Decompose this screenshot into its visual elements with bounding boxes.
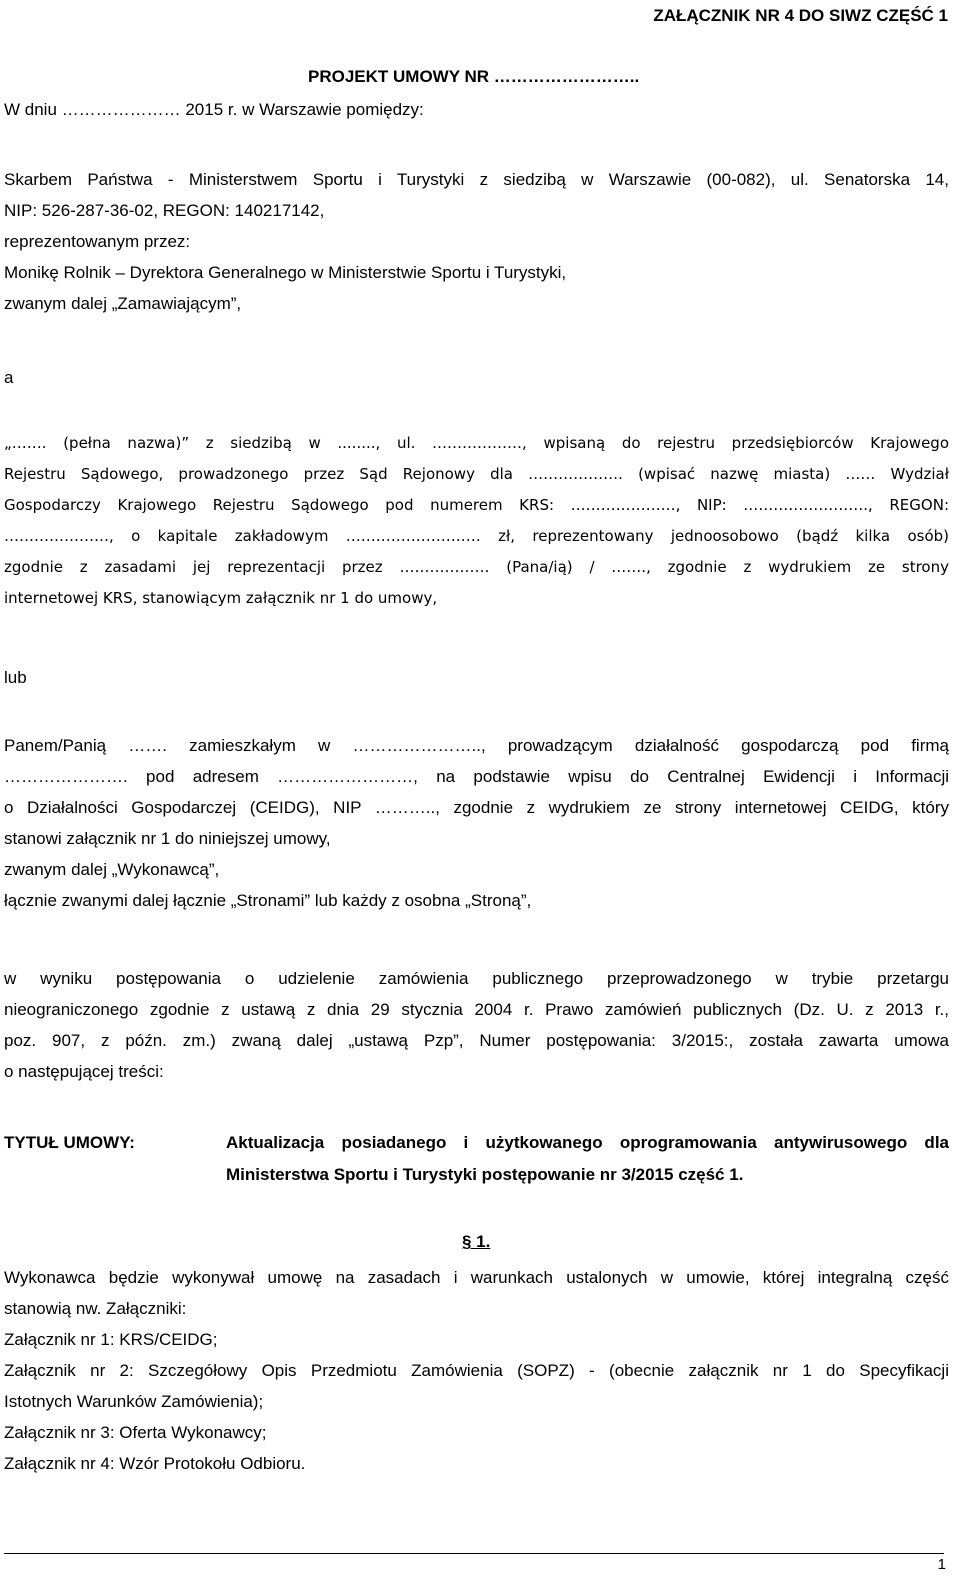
attachment-item: Załącznik nr 2: Szczegółowy Opis Przedmiotu Zamówienia (SOPZ) - (obecnie załącznik nr 1 do Specyfikacji xyxy=(4,1361,949,1380)
attachment-item: Załącznik nr 4: Wzór Protokołu Odbioru. xyxy=(4,1454,306,1473)
section-1-heading: § 1. xyxy=(462,1232,491,1251)
contract-subject-line: Ministerstwa Sportu i Turystyki postępowanie nr 3/2015 część 1. xyxy=(226,1165,744,1184)
section-1-body xyxy=(4,1262,949,1479)
attachment-item-continuation: Istotnych Warunków Zamówienia); xyxy=(4,1392,264,1411)
procedure-paragraph xyxy=(4,963,949,1087)
page-number: 1 xyxy=(937,1556,946,1573)
party-company-line: …………………, o kapitale zakładowym ……………………… zł, reprezentowany jednoosobowo (bądź kilka osób) xyxy=(4,527,949,545)
party-company-line: Rejestru Sądowego, prowadzonego przez Sąd Rejonowy dla ………………. (wpisać nazwę miasta) …… Wydział xyxy=(4,465,949,483)
contract-title-label: TYTUŁ UMOWY: xyxy=(4,1133,135,1152)
party-individual-line: Panem/Panią ……. zamieszkałym w ………………….., prowadzącym działalność gospodarczą pod firmą xyxy=(4,736,949,755)
procedure-line: nieograniczonego zgodnie z ustawą z dnia 29 stycznia 2004 r. Prawo zamówień publicznych (Dz. U. z 2013 r., xyxy=(4,1000,949,1019)
party-individual-alias: zwanym dalej „Wykonawcą”, xyxy=(4,860,220,879)
party-company-line: zgodnie z zasadami jej reprezentacji przez ……………… (Pana/ią) / ……., zgodnie z wydrukiem ze strony xyxy=(4,558,949,576)
attachment-item: Załącznik nr 3: Oferta Wykonawcy; xyxy=(4,1423,267,1442)
party-company-line: „……. (pełna nazwa)” z siedzibą w ........, ul. ………………, wpisaną do rejestru przedsiębiorców Krajowego xyxy=(4,434,949,452)
section-1-line: Wykonawca będzie wykonywał umowę na zasadach i warunkach ustalonych w umowie, której integralną część xyxy=(4,1268,949,1287)
party-ministry-alias: zwanym dalej „Zamawiającym”, xyxy=(4,294,242,313)
contract-subject-line: Aktualizacja posiadanego i użytkowanego oprogramowania antywirusowego dla xyxy=(226,1133,949,1152)
party-company-line: Gospodarczy Krajowego Rejestru Sądowego pod numerem KRS: …………………, NIP: ……………………., REGON: xyxy=(4,496,949,514)
party-individual xyxy=(4,730,949,916)
conjunction-a: a xyxy=(4,368,14,387)
footer-divider xyxy=(4,1553,944,1554)
parties-collective-alias: łącznie zwanymi dalej łącznie „Stronami” lub każdy z osobna „Stroną”, xyxy=(4,891,532,910)
contract-subject xyxy=(226,1127,949,1191)
party-ministry xyxy=(4,164,949,319)
party-individual-line: o Działalności Gospodarczej (CEIDG), NIP ……….., zgodnie z wydrukiem ze strony internetowej CEIDG, który xyxy=(4,798,949,817)
attachment-item: Załącznik nr 1: KRS/CEIDG; xyxy=(4,1330,218,1349)
procedure-line: o następującej treści: xyxy=(4,1062,164,1081)
procedure-line: w wyniku postępowania o udzielenie zamówienia publicznego przeprowadzonego w trybie przetargu xyxy=(4,969,949,988)
date-line: W dniu ………………… 2015 r. w Warszawie pomiędzy: xyxy=(4,100,424,119)
party-ministry-line: Skarbem Państwa - Ministerstwem Sportu i Turystyki z siedzibą w Warszawie (00-082), ul. Senatorska 14, xyxy=(4,170,949,189)
conjunction-lub: lub xyxy=(4,668,27,687)
party-ministry-line: NIP: 526-287-36-02, REGON: 140217142, xyxy=(4,201,325,220)
party-individual-line: stanowi załącznik nr 1 do niniejszej umowy, xyxy=(4,829,331,848)
procedure-line: poz. 907, z późn. zm.) zwaną dalej „ustawą Pzp”, Numer postępowania: 3/2015:, została zawarta umowa xyxy=(4,1031,949,1050)
party-company xyxy=(4,428,949,614)
section-1-line: stanowią nw. Załączniki: xyxy=(4,1299,187,1318)
party-ministry-representative: Monikę Rolnik – Dyrektora Generalnego w Ministerstwie Sportu i Turystyki, xyxy=(4,263,567,282)
annex-header: ZAŁĄCZNIK NR 4 DO SIWZ CZĘŚĆ 1 xyxy=(653,6,948,25)
contract-title: PROJEKT UMOWY NR …………………….. xyxy=(308,67,640,86)
party-company-line: internetowej KRS, stanowiącym załącznik nr 1 do umowy, xyxy=(4,589,438,607)
party-individual-line: …………………. pod adresem ……………………, na podstawie wpisu do Centralnej Ewidencji i Informacji xyxy=(4,767,949,786)
party-ministry-line: reprezentowanym przez: xyxy=(4,232,191,251)
